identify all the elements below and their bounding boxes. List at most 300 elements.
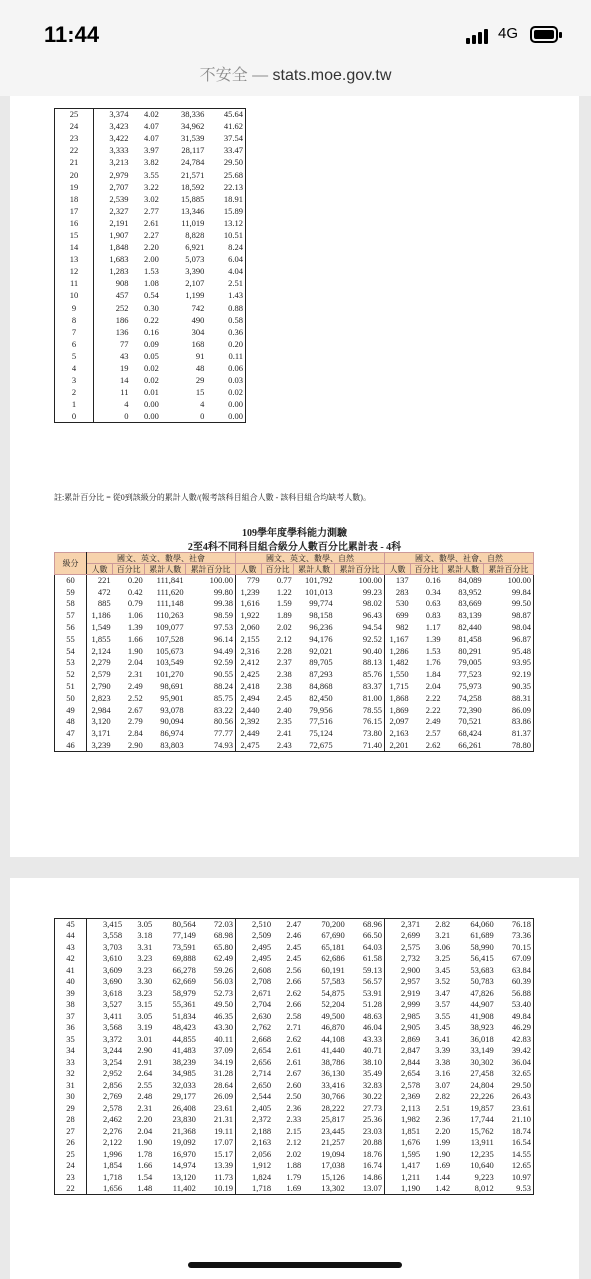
value-cell: 19,092 <box>172 1137 196 1148</box>
value-cell: 3.01 <box>137 1033 153 1044</box>
value-cell: 0.00 <box>143 399 159 410</box>
value-cell: 2,650 <box>235 1080 273 1092</box>
score-cell: 8 <box>55 314 94 326</box>
value-cell: 2.20 <box>143 242 159 253</box>
table-row <box>55 1126 534 1138</box>
value-cell: 2.77 <box>143 205 159 216</box>
value-cell: 2.48 <box>137 1091 153 1102</box>
value-cell: 10,640 <box>470 1160 494 1171</box>
score-cell: 23 <box>55 133 94 145</box>
value-cell: 2,579 <box>91 669 111 680</box>
score-cell: 15 <box>55 229 94 241</box>
value-cell: 2.12 <box>276 633 292 644</box>
value-cell: 52.73 <box>213 987 233 998</box>
table-row <box>55 1045 534 1057</box>
value-cell: 1.78 <box>137 1148 153 1159</box>
value-cell: 71.40 <box>362 739 382 750</box>
value-cell: 2,155 <box>235 633 261 645</box>
value-cell: 58,979 <box>172 987 196 998</box>
table-row <box>55 657 534 669</box>
value-cell: 0.77 <box>276 575 292 586</box>
value-cell: 47,826 <box>470 987 494 998</box>
value-cell: 982 <box>384 622 410 634</box>
value-cell: 1,854 <box>103 1160 123 1171</box>
value-cell: 87,293 <box>309 669 333 680</box>
value-cell: 99,774 <box>309 598 333 609</box>
value-cell: 23,445 <box>321 1125 345 1136</box>
value-cell: 17,744 <box>470 1114 494 1125</box>
value-cell: 2,163 <box>235 1137 273 1149</box>
value-cell: 95,901 <box>160 692 184 703</box>
score-cell: 9 <box>55 302 94 314</box>
value-cell: 81,458 <box>458 633 482 644</box>
value-cell: 38,336 <box>181 109 205 120</box>
score-cell: 41 <box>55 965 87 977</box>
value-cell: 3.41 <box>435 1033 451 1044</box>
value-cell: 40.71 <box>362 1045 382 1056</box>
value-cell: 18.76 <box>362 1148 382 1159</box>
value-cell: 56,415 <box>470 953 494 964</box>
value-cell: 2,869 <box>384 1034 422 1046</box>
value-cell: 3,374 <box>109 109 129 120</box>
value-cell: 2.49 <box>425 716 441 727</box>
value-cell: 2,630 <box>235 1011 273 1023</box>
value-cell: 41,908 <box>470 1010 494 1021</box>
value-cell: 2,279 <box>91 657 111 668</box>
value-cell: 18.91 <box>223 193 243 204</box>
value-cell: 50,783 <box>470 976 494 987</box>
value-cell: 18,592 <box>181 181 205 192</box>
score-cell: 0 <box>55 411 94 423</box>
value-cell: 2,790 <box>91 681 111 692</box>
score-cell: 35 <box>55 1034 87 1046</box>
value-cell: 0.05 <box>143 350 159 361</box>
value-cell: 62,669 <box>172 976 196 987</box>
value-cell: 2.40 <box>276 704 292 715</box>
score-cell: 45 <box>55 919 87 931</box>
value-cell: 2.36 <box>435 1114 451 1125</box>
value-cell: 1,912 <box>235 1160 273 1172</box>
value-cell: 26.43 <box>511 1091 531 1102</box>
value-cell: 2.45 <box>286 953 302 964</box>
value-cell: 3.25 <box>435 953 451 964</box>
value-cell: 68.96 <box>362 919 382 929</box>
value-cell: 2,769 <box>103 1091 123 1102</box>
score-cell: 20 <box>55 169 94 181</box>
table-row <box>55 645 534 657</box>
value-cell: 2.90 <box>137 1045 153 1056</box>
value-cell: 11 <box>120 387 129 398</box>
table-row <box>55 575 534 587</box>
value-cell: 3.18 <box>137 930 153 941</box>
table-row <box>55 976 534 988</box>
value-cell: 101,792 <box>305 575 333 586</box>
value-cell: 88.31 <box>511 692 531 703</box>
score-cell: 18 <box>55 193 94 205</box>
table-row <box>55 411 246 423</box>
value-cell: 22,226 <box>470 1091 494 1102</box>
value-cell: 0.83 <box>425 610 441 621</box>
value-cell: 94.49 <box>213 645 233 656</box>
value-cell: 39.42 <box>511 1045 531 1056</box>
value-cell: 3.02 <box>143 193 159 204</box>
value-cell: 16.54 <box>511 1137 531 1148</box>
table-row <box>55 1172 534 1184</box>
value-cell: 12,235 <box>470 1148 494 1159</box>
value-cell: 103,549 <box>156 657 184 668</box>
score-cell: 11 <box>55 278 94 290</box>
value-cell: 77,523 <box>458 669 482 680</box>
value-cell: 31,539 <box>181 133 205 144</box>
value-cell: 98,158 <box>309 610 333 621</box>
value-cell: 3,254 <box>103 1056 123 1067</box>
value-cell: 3.15 <box>137 999 153 1010</box>
value-cell: 2,539 <box>109 193 129 204</box>
value-cell: 2.33 <box>286 1114 302 1125</box>
table-row <box>55 314 246 326</box>
value-cell: 96.43 <box>362 610 382 621</box>
value-cell: 92.59 <box>213 657 233 668</box>
value-cell: 779 <box>235 575 261 587</box>
value-cell: 0 <box>124 411 129 422</box>
value-cell: 14,974 <box>172 1160 196 1171</box>
value-cell: 28,222 <box>321 1102 345 1113</box>
value-cell: 21,257 <box>321 1137 345 1148</box>
value-cell: 1.48 <box>137 1183 153 1193</box>
value-cell: 3,527 <box>103 999 123 1010</box>
value-cell: 2.90 <box>127 739 143 750</box>
value-cell: 61,689 <box>470 930 494 941</box>
value-cell: 99.38 <box>213 598 233 609</box>
value-cell: 29,177 <box>172 1091 196 1102</box>
score-cell: 27 <box>55 1126 87 1138</box>
value-cell: 168 <box>191 338 205 349</box>
value-cell: 1,824 <box>235 1172 273 1184</box>
table-row <box>55 1068 534 1080</box>
table-title: 109學年度學科能力測驗 <box>242 528 347 539</box>
value-cell: 2.02 <box>276 622 292 633</box>
value-cell: 70.15 <box>511 941 531 952</box>
table-row <box>55 290 246 302</box>
value-cell: 14 <box>119 375 129 386</box>
table-row <box>55 1011 534 1023</box>
url-bar[interactable] <box>0 62 591 85</box>
value-cell: 34,985 <box>172 1068 196 1079</box>
score-cell: 16 <box>55 217 94 229</box>
score-cell: 50 <box>55 692 87 704</box>
value-cell: 100.00 <box>507 575 531 586</box>
header-cell: 累計百分比 <box>186 564 236 575</box>
value-cell: 6,921 <box>185 242 205 253</box>
score-cell: 44 <box>55 930 87 942</box>
value-cell: 2.67 <box>127 704 143 715</box>
value-cell: 2.35 <box>276 716 292 727</box>
value-cell: 3.31 <box>137 941 153 952</box>
value-cell: 82,440 <box>458 622 482 633</box>
value-cell: 2.45 <box>276 692 292 703</box>
value-cell: 56.03 <box>213 976 233 987</box>
value-cell: 29 <box>195 375 205 386</box>
value-cell: 3.45 <box>435 1022 451 1033</box>
value-cell: 1.84 <box>425 669 441 680</box>
table-row <box>55 338 246 350</box>
score-cell: 14 <box>55 242 94 254</box>
value-cell: 0.02 <box>228 387 243 398</box>
score-cell: 59 <box>55 586 87 598</box>
value-cell: 3.47 <box>435 987 451 998</box>
network-label: 4G <box>498 25 519 42</box>
score-cell: 51 <box>55 681 87 693</box>
value-cell: 1.39 <box>127 622 143 633</box>
value-cell: 73.36 <box>511 930 531 941</box>
header-cell: 百分比 <box>113 564 145 575</box>
value-cell: 0.20 <box>228 338 243 349</box>
value-cell: 23.61 <box>213 1102 233 1113</box>
value-cell: 46.04 <box>362 1022 382 1033</box>
table-row <box>55 278 246 290</box>
value-cell: 2,999 <box>384 999 422 1011</box>
value-cell: 70,521 <box>458 716 482 727</box>
table-row <box>55 169 246 181</box>
value-cell: 2,495 <box>235 953 273 965</box>
value-cell: 25.36 <box>362 1114 382 1125</box>
value-cell: 2,425 <box>235 669 261 681</box>
value-cell: 15 <box>195 387 205 398</box>
table-row <box>55 1080 534 1092</box>
home-indicator[interactable] <box>188 1262 402 1268</box>
value-cell: 885 <box>97 598 111 609</box>
table-row <box>55 988 534 1000</box>
value-cell: 0.00 <box>228 399 243 410</box>
value-cell: 3,415 <box>103 919 123 929</box>
table-row <box>55 681 534 693</box>
value-cell: 0.54 <box>143 290 159 301</box>
value-cell: 0.22 <box>143 314 159 325</box>
value-cell: 81.00 <box>362 692 382 703</box>
value-cell: 90.55 <box>213 669 233 680</box>
value-cell: 99.50 <box>511 598 531 609</box>
table-row <box>55 953 534 965</box>
value-cell: 21,368 <box>172 1125 196 1136</box>
value-cell: 9,223 <box>474 1171 494 1182</box>
value-cell: 75,124 <box>309 728 333 739</box>
value-cell: 1.22 <box>276 586 292 597</box>
value-cell: 66.50 <box>362 930 382 941</box>
value-cell: 3.05 <box>137 1010 153 1021</box>
value-cell: 0.30 <box>143 302 159 313</box>
value-cell: 92.52 <box>362 633 382 644</box>
value-cell: 4.07 <box>143 133 159 144</box>
value-cell: 2.82 <box>435 919 451 929</box>
value-cell: 2.38 <box>276 681 292 692</box>
value-cell: 2,544 <box>235 1091 273 1103</box>
insecure-label: 不安全 <box>199 67 248 84</box>
value-cell: 11,019 <box>181 217 205 228</box>
table-row <box>55 1114 534 1126</box>
score-cell: 24 <box>55 121 94 133</box>
value-cell: 86.09 <box>511 704 531 715</box>
value-cell: 3,372 <box>103 1033 123 1044</box>
value-cell: 44,108 <box>321 1033 345 1044</box>
value-cell: 2.27 <box>143 229 159 240</box>
value-cell: 3,411 <box>103 1010 123 1021</box>
value-cell: 1.43 <box>228 290 243 301</box>
value-cell: 3,618 <box>103 987 123 998</box>
value-cell: 2.28 <box>276 645 292 656</box>
value-cell: 3,171 <box>91 728 111 739</box>
value-cell: 2.61 <box>286 1045 302 1056</box>
value-cell: 100.00 <box>358 575 382 586</box>
table-row <box>55 622 534 634</box>
value-cell: 2,708 <box>235 976 273 988</box>
value-cell: 36.04 <box>511 1056 531 1067</box>
value-cell: 84,868 <box>309 681 333 692</box>
value-cell: 8.24 <box>228 242 243 253</box>
value-cell: 13,911 <box>470 1137 494 1148</box>
score-cell: 53 <box>55 657 87 669</box>
value-cell: 2,327 <box>109 205 129 216</box>
table-row <box>55 326 246 338</box>
value-cell: 38,923 <box>470 1022 494 1033</box>
value-cell: 3.55 <box>435 1010 451 1021</box>
value-cell: 1.08 <box>143 278 159 289</box>
value-cell: 15.89 <box>223 205 243 216</box>
value-cell: 0.06 <box>228 363 243 374</box>
value-cell: 21.31 <box>213 1114 233 1125</box>
value-cell: 43 <box>119 350 129 361</box>
value-cell: 3.23 <box>137 987 153 998</box>
value-cell: 55,361 <box>172 999 196 1010</box>
value-cell: 89,705 <box>309 657 333 668</box>
value-cell: 72.03 <box>213 919 233 929</box>
value-cell: 13,120 <box>172 1171 196 1182</box>
status-time: 11:44 <box>44 22 100 47</box>
value-cell: 2.12 <box>286 1137 302 1148</box>
value-cell: 1.99 <box>435 1137 451 1148</box>
table-row <box>55 965 534 977</box>
value-cell: 908 <box>115 278 129 289</box>
value-cell: 83,669 <box>458 598 482 609</box>
value-cell: 21,571 <box>181 169 205 180</box>
value-cell: 2,107 <box>185 278 205 289</box>
value-cell: 46.35 <box>213 1010 233 1021</box>
value-cell: 3,609 <box>103 964 123 975</box>
value-cell: 2.66 <box>286 999 302 1010</box>
url-separator: — <box>252 67 269 84</box>
value-cell: 3,390 <box>185 266 205 277</box>
table-row <box>55 1034 534 1046</box>
value-cell: 4.07 <box>143 121 159 132</box>
value-cell: 1,550 <box>384 669 410 681</box>
value-cell: 83.22 <box>213 704 233 715</box>
value-cell: 95.48 <box>511 645 531 656</box>
value-cell: 19.11 <box>214 1125 233 1136</box>
value-cell: 1.53 <box>143 266 159 277</box>
score-cell: 22 <box>55 1183 87 1195</box>
value-cell: 1,848 <box>109 242 129 253</box>
header-group-1: 國文、英文、數學、社會 <box>87 553 236 564</box>
table-row <box>55 399 246 411</box>
value-cell: 742 <box>191 302 205 313</box>
value-cell: 472 <box>97 586 111 597</box>
value-cell: 1,869 <box>384 704 410 716</box>
value-cell: 2.20 <box>137 1114 153 1125</box>
value-cell: 20.88 <box>362 1137 382 1148</box>
header-cell: 百分比 <box>262 564 294 575</box>
value-cell: 2.67 <box>286 1068 302 1079</box>
value-cell: 13.12 <box>223 217 243 228</box>
table-row <box>55 375 246 387</box>
value-cell: 2,191 <box>109 217 129 228</box>
value-cell: 0.79 <box>127 598 143 609</box>
table-row <box>55 254 246 266</box>
value-cell: 2.56 <box>286 964 302 975</box>
value-cell: 56.88 <box>511 987 531 998</box>
value-cell: 69,888 <box>172 953 196 964</box>
value-cell: 2.36 <box>286 1102 302 1113</box>
value-cell: 2,113 <box>384 1103 422 1115</box>
value-cell: 2,440 <box>235 704 261 716</box>
value-cell: 2.02 <box>286 1148 302 1159</box>
value-cell: 13,346 <box>181 205 205 216</box>
value-cell: 3,558 <box>103 930 123 941</box>
value-cell: 2.51 <box>435 1102 451 1113</box>
table-row <box>55 387 246 399</box>
header-cell: 累計百分比 <box>484 564 534 575</box>
value-cell: 80.56 <box>213 716 233 727</box>
value-cell: 2,371 <box>384 919 422 931</box>
value-cell: 0.20 <box>127 575 143 586</box>
value-cell: 67.09 <box>511 953 531 964</box>
value-cell: 78.55 <box>362 704 382 715</box>
score-cell: 48 <box>55 716 87 728</box>
table-row <box>55 930 534 942</box>
score-cell: 1 <box>55 399 94 411</box>
value-cell: 1,482 <box>384 657 410 669</box>
value-cell: 15,885 <box>181 193 205 204</box>
value-cell: 98,691 <box>160 681 184 692</box>
value-cell: 60.39 <box>511 976 531 987</box>
table-row <box>55 610 534 622</box>
value-cell: 36,130 <box>321 1068 345 1079</box>
value-cell: 3.57 <box>435 999 451 1010</box>
score-cell: 22 <box>55 145 94 157</box>
table-row <box>55 193 246 205</box>
value-cell: 19,857 <box>470 1102 494 1113</box>
score-cell: 56 <box>55 622 87 634</box>
value-cell: 2.31 <box>127 669 143 680</box>
value-cell: 2.00 <box>143 254 159 265</box>
table-row <box>55 121 246 133</box>
value-cell: 2,060 <box>235 622 261 634</box>
value-cell: 38.10 <box>362 1056 382 1067</box>
value-cell: 15,126 <box>321 1171 345 1182</box>
value-cell: 1,656 <box>103 1183 123 1193</box>
value-cell: 30.22 <box>362 1091 382 1102</box>
value-cell: 0.11 <box>228 350 243 361</box>
value-cell: 48,423 <box>172 1022 196 1033</box>
value-cell: 0.00 <box>143 411 159 422</box>
value-cell: 1,851 <box>384 1126 422 1138</box>
value-cell: 1,283 <box>109 266 129 277</box>
value-cell: 1,186 <box>91 610 111 621</box>
value-cell: 10.97 <box>511 1171 531 1182</box>
value-cell: 2.15 <box>286 1125 302 1136</box>
table-subtitle: 2至4科不同科目組合級分人數百分比累計表 - 4科 <box>187 542 402 553</box>
table-row <box>55 217 246 229</box>
value-cell: 2.41 <box>276 728 292 739</box>
value-cell: 3.30 <box>137 976 153 987</box>
